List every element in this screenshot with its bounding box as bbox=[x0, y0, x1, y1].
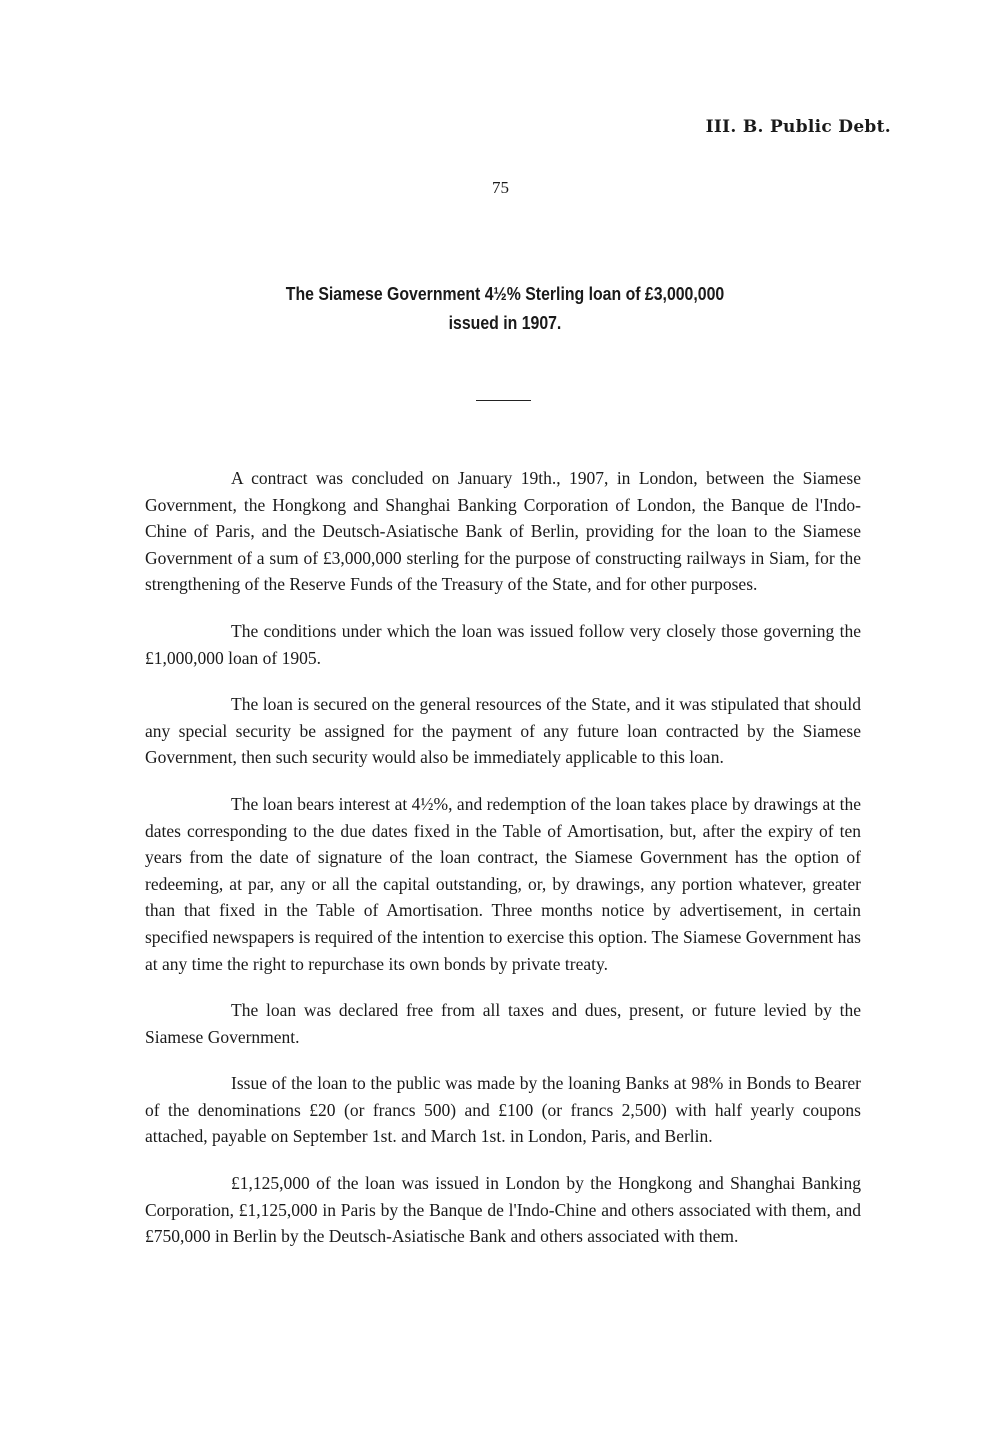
paragraph-interest: The loan bears interest at 4½%, and redemption of the loan takes place by drawings at the dates corresponding to the due dates fixed in the Table of Amortisation, but, after the expiry of ten years from the date of signature of the loan contract, the Siamese Government has the option of redeeming, at par, any or all the capital outstanding, or, by drawings, any portion whatever, greater than that fixed in the Table of Amortisation. Three months notice by advertisement, in certain specified newspapers is required of the intention to exercise this option. The Siamese Government has at any time the right to repurchase its own bonds by private treaty. bbox=[145, 793, 861, 974]
paragraph-conditions: The conditions under which the loan was issued follow very closely those governing the £1,000,000 loan of 1905. bbox=[145, 620, 861, 668]
document-title bbox=[184, 280, 826, 338]
title-line-2: issued in 1907. bbox=[448, 313, 562, 333]
page-number: 75 bbox=[492, 178, 509, 197]
title-line-1: The Siamese Government 4½% Sterling loan of £3,000,000 bbox=[285, 284, 725, 304]
paragraph-issue: Issue of the loan to the public was made by the loaning Banks at 98% in Bonds to Bearer of the denominations £20 (or francs 500) and £100 (or francs 2,500) with half yearly coupons attached, payable on September 1st. and March 1st. in London, Paris, and Berlin. bbox=[145, 1073, 861, 1147]
body-text bbox=[145, 465, 861, 1270]
title-divider bbox=[476, 400, 531, 401]
section-header: III. B. Public Debt. bbox=[705, 117, 891, 137]
paragraph-contract: A contract was concluded on January 19th., 1907, in London, between the Siamese Government, the Hongkong and Shanghai Banking Corporation of London, the Banque de l'Indo-Chine of Paris, and the Deutsch-Asiatische Bank of Berlin, providing for the loan to the Siamese Government of a sum of £3,000,000 sterling for the purpose of constructing railways in Siam, for the strengthening of the Reserve Funds of the Treasury of the State, and for other purposes. bbox=[145, 468, 861, 595]
paragraph-taxes: The loan was declared free from all taxes and dues, present, or future levied by the Siamese Government. bbox=[145, 1000, 861, 1047]
paragraph-allocation: £1,125,000 of the loan was issued in London by the Hongkong and Shanghai Banking Corporation, £1,125,000 in Paris by the Banque de l'Indo-Chine and others associated with them, and £750,000 in Berlin by the Deutsch-Asiatische Bank and others associated with them. bbox=[145, 1173, 861, 1247]
paragraph-security: The loan is secured on the general resources of the State, and it was stipulated that should any special security be assigned for the payment of any future loan contracted by the Siamese Government, then such security would also be immediately applicable to this loan. bbox=[145, 694, 861, 768]
